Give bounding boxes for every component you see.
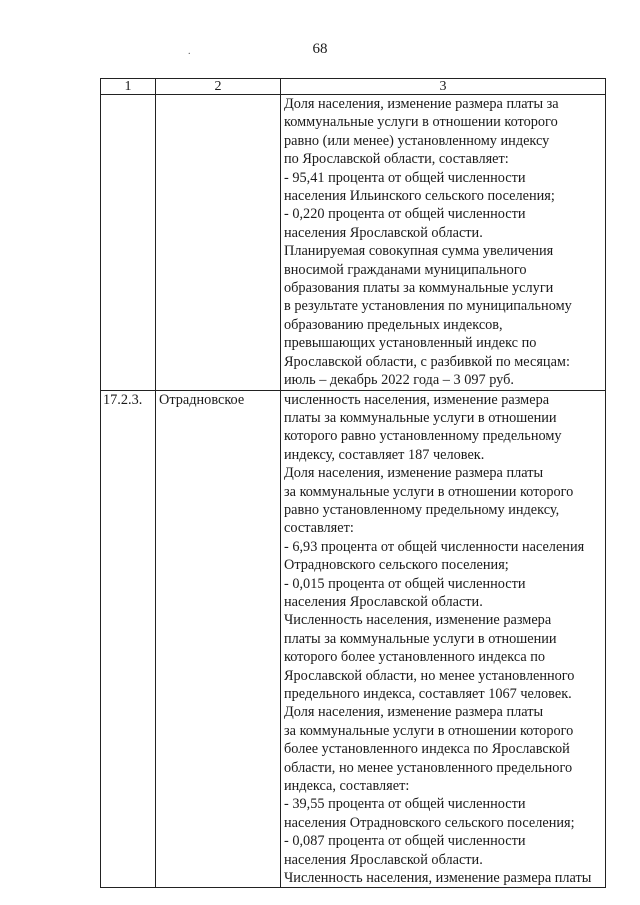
text-line: образования платы за коммунальные услуги bbox=[284, 280, 554, 297]
document-table bbox=[100, 78, 606, 888]
text-line: - 6,93 процента от общей численности населения bbox=[284, 538, 585, 555]
text-line: - 95,41 процента от общей численности bbox=[284, 169, 526, 186]
settlement-name-cell bbox=[156, 95, 281, 391]
text-line: Ярославской области, но менее установленного bbox=[284, 667, 575, 684]
description-cell bbox=[281, 95, 606, 391]
text-line: - 0,220 процента от общей численности bbox=[284, 206, 526, 223]
text-line: Доля населения, изменение размера платы bbox=[284, 704, 544, 721]
text-line: области, но менее установленного предельного bbox=[284, 759, 573, 776]
text-line: Отрадновского сельского поселения; bbox=[284, 557, 509, 574]
header-col-3: 3 bbox=[281, 79, 606, 95]
text-line: населения Ярославской области. bbox=[284, 851, 483, 868]
text-line: коммунальные услуги в отношении которого bbox=[284, 114, 558, 131]
row-number-cell: 17.2.3. bbox=[101, 390, 156, 888]
text-line: июль – декабрь 2022 года – 3 097 руб. bbox=[284, 372, 514, 389]
table-header-row bbox=[101, 79, 606, 95]
text-line: составляет: bbox=[284, 520, 354, 537]
description-cell bbox=[281, 390, 606, 888]
text-line: населения Отрадновского сельского поселения; bbox=[284, 814, 575, 831]
header-col-2: 2 bbox=[156, 79, 281, 95]
text-line: населения Ярославской области. bbox=[284, 224, 483, 241]
text-line: за коммунальные услуги в отношении которого bbox=[284, 722, 574, 739]
table-row bbox=[101, 390, 606, 888]
text-line: платы за коммунальные услуги в отношении bbox=[284, 630, 557, 647]
row-number-cell bbox=[101, 95, 156, 391]
text-line: индексу, составляет 187 человек. bbox=[284, 446, 485, 463]
text-line: равно (или менее) установленному индексу bbox=[284, 132, 550, 149]
text-line: за коммунальные услуги в отношении которого bbox=[284, 483, 574, 500]
text-line: платы за коммунальные услуги в отношении bbox=[284, 409, 557, 426]
text-line: населения Ильинского сельского поселения; bbox=[284, 188, 555, 205]
text-line: равно установленному предельному индексу, bbox=[284, 501, 560, 518]
text-line: превышающих установленный индекс по bbox=[284, 335, 537, 352]
text-line: Доля населения, изменение размера платы bbox=[284, 465, 544, 482]
text-line: численность населения, изменение размера bbox=[284, 391, 550, 408]
table-row bbox=[101, 95, 606, 391]
text-line: Численность населения, изменение размера bbox=[284, 612, 552, 629]
text-line: более установленного индекса по Ярославской bbox=[284, 741, 570, 758]
header-col-1: 1 bbox=[101, 79, 156, 95]
text-line: вносимой гражданами муниципального bbox=[284, 261, 527, 278]
text-line: - 0,087 процента от общей численности bbox=[284, 833, 526, 850]
stray-dot: . bbox=[188, 46, 191, 57]
text-line: Ярославской области, с разбивкой по месяцам: bbox=[284, 353, 570, 370]
text-line: населения Ярославской области. bbox=[284, 593, 483, 610]
text-line: по Ярославской области, составляет: bbox=[284, 151, 509, 168]
text-line: которого более установленного индекса по bbox=[284, 649, 546, 666]
text-line: Доля населения, изменение размера платы за bbox=[284, 96, 559, 112]
text-line: образованию предельных индексов, bbox=[284, 316, 503, 333]
text-line: Планируемая совокупная сумма увеличения bbox=[284, 243, 554, 260]
text-line: - 0,015 процента от общей численности bbox=[284, 575, 526, 592]
text-line: в результате установления по муниципальному bbox=[284, 298, 572, 315]
text-line: предельного индекса, составляет 1067 человек. bbox=[284, 686, 572, 702]
text-line: Численность населения, изменение размера платы bbox=[284, 870, 592, 887]
text-line: - 39,55 процента от общей численности bbox=[284, 796, 526, 813]
text-line: индекса, составляет: bbox=[284, 778, 410, 795]
page-number: 68 bbox=[312, 41, 328, 57]
text-line: которого равно установленному предельному bbox=[284, 428, 562, 445]
settlement-name-cell: Отрадновское bbox=[156, 390, 281, 888]
